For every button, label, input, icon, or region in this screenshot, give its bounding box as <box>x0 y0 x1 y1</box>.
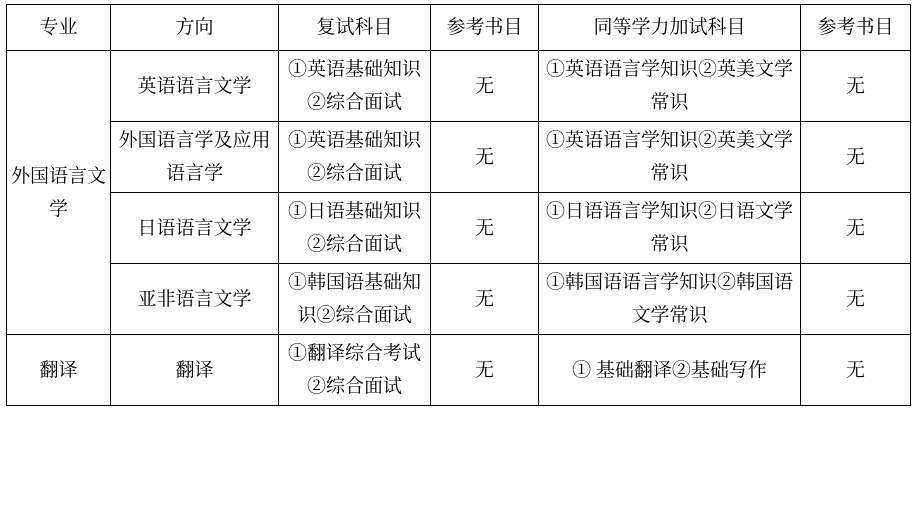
cell-equal-subject: ①英语语言学知识②英美文学常识 <box>539 51 801 122</box>
header-cell-book2: 参考书目 <box>801 5 911 51</box>
header-cell-book1: 参考书目 <box>431 5 539 51</box>
cell-equal-subject: ① 基础翻译②基础写作 <box>539 335 801 406</box>
table-row <box>7 264 911 335</box>
cell-book1: 无 <box>431 335 539 406</box>
cell-equal-subject: ①日语语言学知识②日语文学常识 <box>539 193 801 264</box>
cell-book2: 无 <box>801 335 911 406</box>
table-body <box>7 51 911 406</box>
cell-direction: 外国语言学及应用语言学 <box>111 122 279 193</box>
table-header <box>7 5 911 51</box>
cell-book1: 无 <box>431 51 539 122</box>
table-row <box>7 122 911 193</box>
cell-book1: 无 <box>431 193 539 264</box>
cell-direction: 亚非语言文学 <box>111 264 279 335</box>
header-cell-major: 专业 <box>7 5 111 51</box>
cell-book2: 无 <box>801 51 911 122</box>
cell-major-translation: 翻译 <box>7 335 111 406</box>
cell-book2: 无 <box>801 264 911 335</box>
cell-book1: 无 <box>431 122 539 193</box>
cell-book2: 无 <box>801 122 911 193</box>
header-cell-equal-subject: 同等学力加试科目 <box>539 5 801 51</box>
cell-subject: ①英语基础知识②综合面试 <box>279 122 431 193</box>
table-header-row <box>7 5 911 51</box>
table-row <box>7 51 911 122</box>
cell-equal-subject: ①英语语言学知识②英美文学常识 <box>539 122 801 193</box>
cell-book2: 无 <box>801 193 911 264</box>
cell-subject: ①英语基础知识②综合面试 <box>279 51 431 122</box>
cell-major-foreign-languages: 外国语言文学 <box>7 51 111 335</box>
cell-subject: ①日语基础知识②综合面试 <box>279 193 431 264</box>
cell-direction: 日语语言文学 <box>111 193 279 264</box>
cell-subject: ①翻译综合考试②综合面试 <box>279 335 431 406</box>
table-row <box>7 193 911 264</box>
cell-subject: ①韩国语基础知识②综合面试 <box>279 264 431 335</box>
table-row <box>7 335 911 406</box>
cell-book1: 无 <box>431 264 539 335</box>
header-cell-subject: 复试科目 <box>279 5 431 51</box>
cell-direction: 翻译 <box>111 335 279 406</box>
cell-equal-subject: ①韩国语语言学知识②韩国语文学常识 <box>539 264 801 335</box>
admission-exam-table <box>6 4 911 406</box>
cell-direction: 英语语言文学 <box>111 51 279 122</box>
header-cell-direction: 方向 <box>111 5 279 51</box>
